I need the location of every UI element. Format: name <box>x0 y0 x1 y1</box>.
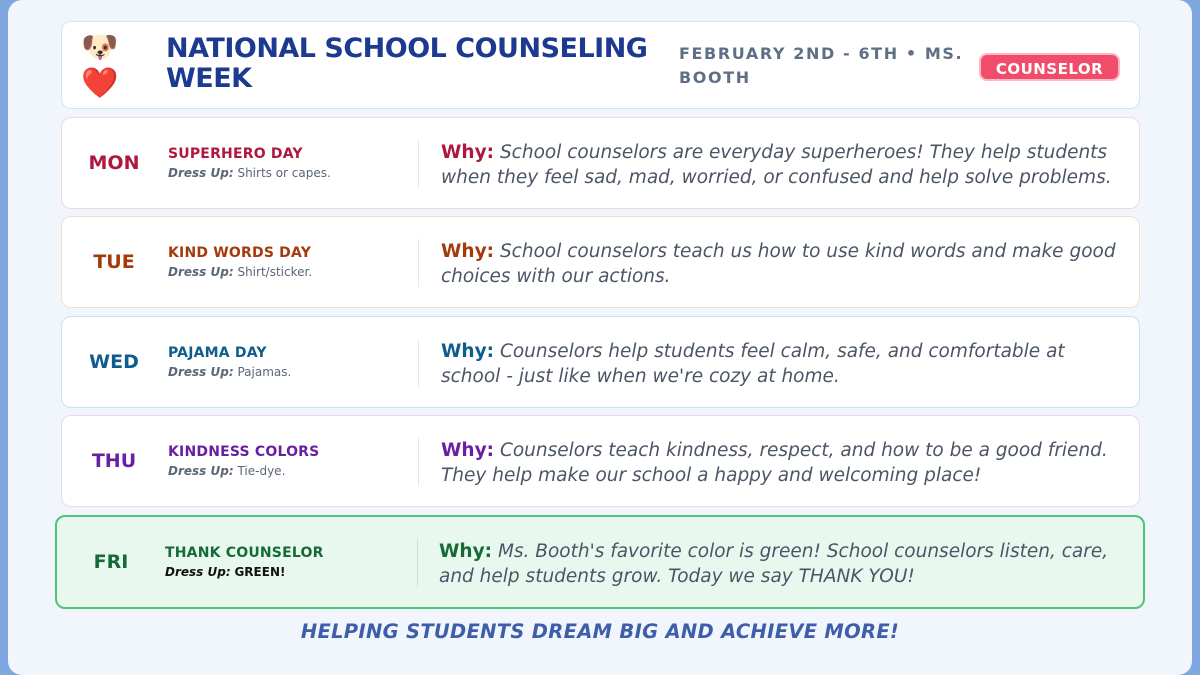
day-abbr: WED <box>89 351 139 373</box>
day-abbr: MON <box>88 152 140 174</box>
dress-up-label: Dress Up: <box>168 365 234 379</box>
dress-up-value: Shirts or capes. <box>237 166 331 180</box>
dress-up-value: Tie-dye. <box>237 464 286 478</box>
divider <box>418 239 419 287</box>
divider <box>418 140 419 188</box>
divider <box>417 539 418 587</box>
dog-icon: 🐶 <box>81 30 119 65</box>
why-label: Why: <box>439 541 493 562</box>
dress-up-value: Shirt/sticker. <box>237 265 313 279</box>
why-text <box>439 539 1139 589</box>
why-label: Why: <box>441 341 495 362</box>
why-text <box>441 339 1121 389</box>
dress-up-label: Dress Up: <box>168 265 234 279</box>
dress-up-line <box>168 166 408 180</box>
dress-up-line <box>168 365 408 379</box>
why-label: Why: <box>441 142 495 163</box>
emoji-stack <box>78 30 122 102</box>
day-theme: KIND WORDS DAY <box>168 245 312 261</box>
header-card <box>61 21 1140 109</box>
divider <box>418 339 419 387</box>
dress-up-label: Dress Up: <box>165 565 231 579</box>
why-body: School counselors teach us how to use kind words and make good choices with our actions. <box>441 241 1116 287</box>
day-card-fri <box>55 515 1145 609</box>
day-card-mon <box>61 117 1140 209</box>
day-theme: KINDNESS COLORS <box>168 444 320 460</box>
dress-up-line <box>168 464 408 478</box>
why-label: Why: <box>441 440 495 461</box>
why-text <box>441 140 1121 190</box>
day-theme: SUPERHERO DAY <box>168 146 303 162</box>
why-text <box>441 239 1121 289</box>
why-body: Ms. Booth's favorite color is green! School counselors listen, care, and help students grow. Today we say THANK YOU! <box>439 541 1109 587</box>
dress-up-line <box>165 565 405 579</box>
dress-up-label: Dress Up: <box>168 166 234 180</box>
day-card-wed <box>61 316 1140 408</box>
day-theme: PAJAMA DAY <box>168 345 267 361</box>
why-label: Why: <box>441 241 495 262</box>
page-title: NATIONAL SCHOOL COUNSELING WEEK <box>166 33 648 94</box>
dress-up-value: GREEN! <box>234 565 286 579</box>
why-text <box>441 438 1121 488</box>
dress-up-line <box>168 265 408 279</box>
day-abbr: TUE <box>93 251 135 273</box>
why-body: Counselors teach kindness, respect, and how to be a good friend. They help make our school a happy and welcoming place! <box>441 440 1108 486</box>
why-body: School counselors are everyday superheroes! They help students when they feel sad, mad, worried, or confused and help solve problems. <box>441 142 1112 188</box>
divider <box>418 438 419 486</box>
counselor-badge: COUNSELOR <box>979 53 1120 81</box>
dress-up-value: Pajamas. <box>237 365 292 379</box>
date-range: FEBRUARY 2ND - 6TH • MS. BOOTH <box>679 44 964 87</box>
day-card-tue <box>61 216 1140 308</box>
footer-slogan: HELPING STUDENTS DREAM BIG AND ACHIEVE MORE! <box>300 620 900 643</box>
day-card-thu <box>61 415 1140 507</box>
heart-icon: ❤️ <box>81 66 119 101</box>
why-body: Counselors help students feel calm, safe, and comfortable at school - just like when we're cozy at home. <box>441 341 1065 387</box>
day-abbr: FRI <box>93 551 129 573</box>
day-theme: THANK COUNSELOR <box>165 545 324 561</box>
dress-up-label: Dress Up: <box>168 464 234 478</box>
day-abbr: THU <box>91 450 137 472</box>
